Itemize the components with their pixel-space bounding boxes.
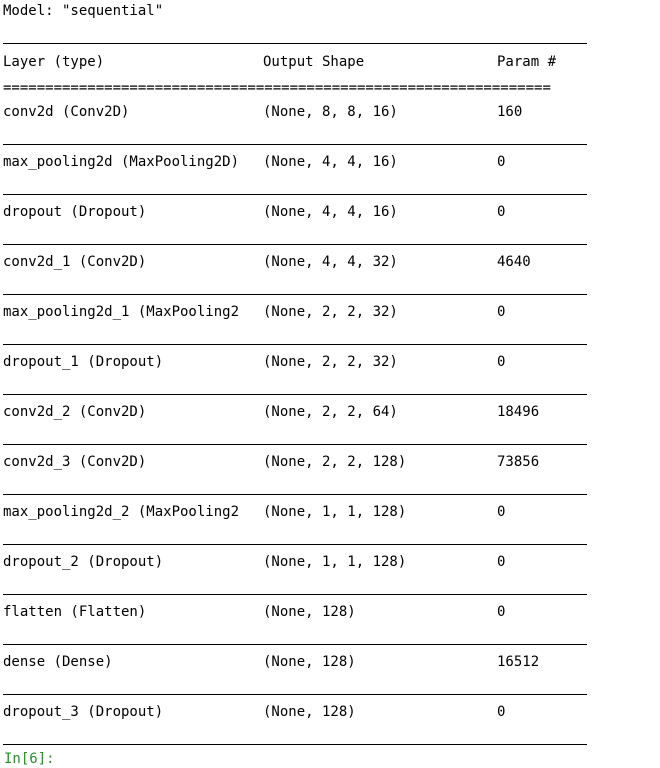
- layer-name: conv2d_2 (Conv2D): [3, 404, 147, 420]
- layer-output-shape: (None, 128): [263, 654, 356, 670]
- table-row: [3, 645, 587, 694]
- table-row: [3, 445, 587, 494]
- layer-param-count: 0: [497, 504, 506, 520]
- table-row: [3, 695, 587, 744]
- layer-output-shape: (None, 2, 2, 128): [263, 454, 407, 470]
- header-separator: =================================================================: [3, 83, 551, 95]
- layer-name: max_pooling2d_1 (MaxPooling2: [3, 304, 240, 320]
- layer-param-count: 0: [497, 554, 506, 570]
- layer-output-shape: (None, 4, 4, 16): [263, 154, 398, 170]
- header-layer-type: Layer (type): [3, 54, 105, 70]
- table-row: [3, 95, 587, 144]
- layer-name: conv2d (Conv2D): [3, 104, 130, 120]
- table-header: [3, 44, 587, 83]
- model-title: Model: "sequential": [3, 3, 164, 19]
- layer-param-count: 18496: [497, 404, 540, 420]
- layer-output-shape: (None, 2, 2, 32): [263, 304, 398, 320]
- layer-output-shape: (None, 2, 2, 32): [263, 354, 398, 370]
- table-row: [3, 395, 587, 444]
- layer-name: dense (Dense): [3, 654, 113, 670]
- layer-param-count: 4640: [497, 254, 531, 270]
- layer-param-count: 0: [497, 154, 506, 170]
- model-summary-table: [3, 43, 587, 745]
- layer-name: dropout_1 (Dropout): [3, 354, 164, 370]
- layer-name: conv2d_1 (Conv2D): [3, 254, 147, 270]
- layer-name: dropout (Dropout): [3, 204, 147, 220]
- header-output-shape: Output Shape: [263, 54, 365, 70]
- layer-param-count: 0: [497, 604, 506, 620]
- layer-param-count: 0: [497, 704, 506, 720]
- layer-output-shape: (None, 4, 4, 32): [263, 254, 398, 270]
- layer-name: dropout_2 (Dropout): [3, 554, 164, 570]
- layer-param-count: 16512: [497, 654, 540, 670]
- layer-output-shape: (None, 8, 8, 16): [263, 104, 398, 120]
- layer-param-count: 0: [497, 204, 506, 220]
- table-row: [3, 595, 587, 644]
- layer-param-count: 0: [497, 354, 506, 370]
- table-row: [3, 345, 587, 394]
- layer-param-count: 73856: [497, 454, 540, 470]
- layer-name: conv2d_3 (Conv2D): [3, 454, 147, 470]
- layer-output-shape: (None, 1, 1, 128): [263, 504, 407, 520]
- table-row: [3, 495, 587, 544]
- layer-name: dropout_3 (Dropout): [3, 704, 164, 720]
- layer-output-shape: (None, 128): [263, 604, 356, 620]
- layer-rows: [3, 95, 587, 745]
- layer-name: flatten (Flatten): [3, 604, 147, 620]
- layer-output-shape: (None, 4, 4, 16): [263, 204, 398, 220]
- table-row: [3, 295, 587, 344]
- layer-output-shape: (None, 2, 2, 64): [263, 404, 398, 420]
- table-row: [3, 545, 587, 594]
- table-row: [3, 195, 587, 244]
- layer-output-shape: (None, 1, 1, 128): [263, 554, 407, 570]
- layer-param-count: 0: [497, 304, 506, 320]
- layer-param-count: 160: [497, 104, 523, 120]
- layer-output-shape: (None, 128): [263, 704, 356, 720]
- row-divider: [3, 744, 587, 745]
- layer-name: max_pooling2d (MaxPooling2D): [3, 154, 240, 170]
- table-row: [3, 145, 587, 194]
- layer-name: max_pooling2d_2 (MaxPooling2: [3, 504, 240, 520]
- header-param-count: Param #: [497, 54, 557, 70]
- cell-input-prompt[interactable]: In[6]:: [4, 751, 55, 767]
- table-row: [3, 245, 587, 294]
